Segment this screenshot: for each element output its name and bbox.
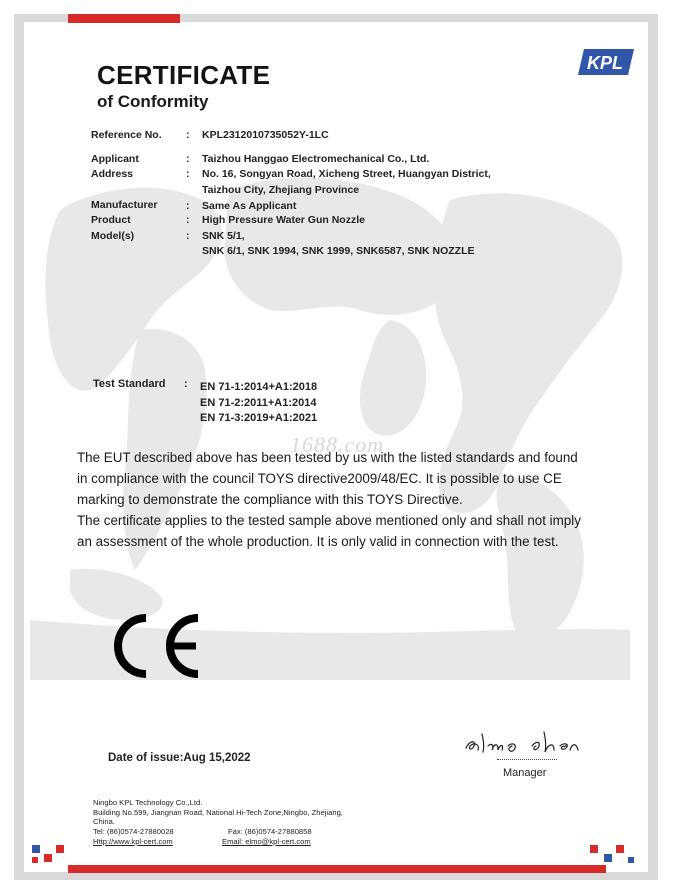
address-label: Address [91,168,134,180]
corner-square-red [590,845,598,853]
corner-square-blue [604,854,612,862]
corner-square-red [44,854,52,862]
footer-address-line2: China. [93,817,115,826]
body-line-2: in compliance with the council TOYS directive2009/48/EC. It is possible to use CE [77,471,562,486]
body-line-3: marking to demonstrate the compliance with this TOYS Directive. [77,492,463,507]
models-value-line1: SNK 5/1, [202,230,245,242]
test-standard-value-3: EN 71-3:2019+A1:2021 [200,412,318,424]
applicant-value: Taizhou Hanggao Electromechanical Co., Ltd. [202,153,430,165]
certificate-title: CERTIFICATE [97,60,271,90]
corner-square-blue [628,857,634,863]
date-of-issue: Date of issue:Aug 15,2022 [108,752,251,764]
reference-no-colon: : [186,129,190,141]
ce-mark-icon [106,612,206,680]
corner-square-red [32,857,38,863]
corner-square-blue [32,845,40,853]
corner-square-red [56,845,64,853]
applicant-label: Applicant [91,153,139,165]
top-accent-bar [68,14,180,23]
product-label: Product [91,214,131,226]
product-value: High Pressure Water Gun Nozzle [202,214,365,226]
manufacturer-value: Same As Applicant [202,200,297,212]
corner-square-red [616,845,624,853]
test-standard-colon: : [184,378,188,390]
signature-dotted-line [497,759,557,760]
applicant-colon: : [186,153,190,165]
models-colon: : [186,230,190,242]
test-standard-value-1: EN 71-1:2014+A1:2018 [200,381,318,393]
signer-title: Manager [503,767,547,779]
reference-no-label: Reference No. [91,129,162,141]
address-value-line1: No. 16, Songyan Road, Xicheng Street, Huangyan District, [202,168,491,180]
test-standard-label: Test Standard [93,378,166,390]
certificate-subtitle: of Conformity [97,92,209,111]
logo-text: KPL [587,53,623,73]
body-line-5: an assessment of the whole production. It is only valid in connection with the test. [77,534,559,549]
address-value-line2: Taizhou City, Zhejiang Province [202,184,360,196]
footer-fax: Fax: (86)0574-27880858 [228,827,312,836]
address-colon: : [186,168,190,180]
footer-email-link[interactable]: Email: elmo@kpl-cert.com [222,837,311,846]
body-line-4: The certificate applies to the tested sample above mentioned only and shall not imply [77,513,581,528]
reference-no-value: KPL2312010735052Y-1LC [202,129,329,141]
kpl-logo [578,47,634,77]
product-colon: : [186,214,190,226]
test-standard-value-2: EN 71-2:2011+A1:2014 [200,397,317,409]
manufacturer-label: Manufacturer [91,199,158,211]
models-value-line2: SNK 6/1, SNK 1994, SNK 1999, SNK6587, SNK NOZZLE [202,245,475,257]
body-line-1: The EUT described above has been tested by us with the listed standards and found [77,450,578,465]
manufacturer-colon: : [186,200,190,212]
models-label: Model(s) [91,230,135,242]
footer-company: Ningbo KPL Technology Co.,Ltd. [93,798,203,807]
watermark-text: 1688.com [290,432,385,457]
signature-image [462,728,582,758]
bottom-accent-bar [68,865,606,873]
footer-tel: Tel: (86)0574-27880028 [93,827,174,836]
footer-website-link[interactable]: Http://www.kpl-cert.com [93,837,173,846]
footer-address-line1: Building No.599, Jiangnan Road, National Hi-Tech Zone,Ningbo, Zhejiang, [93,808,343,817]
